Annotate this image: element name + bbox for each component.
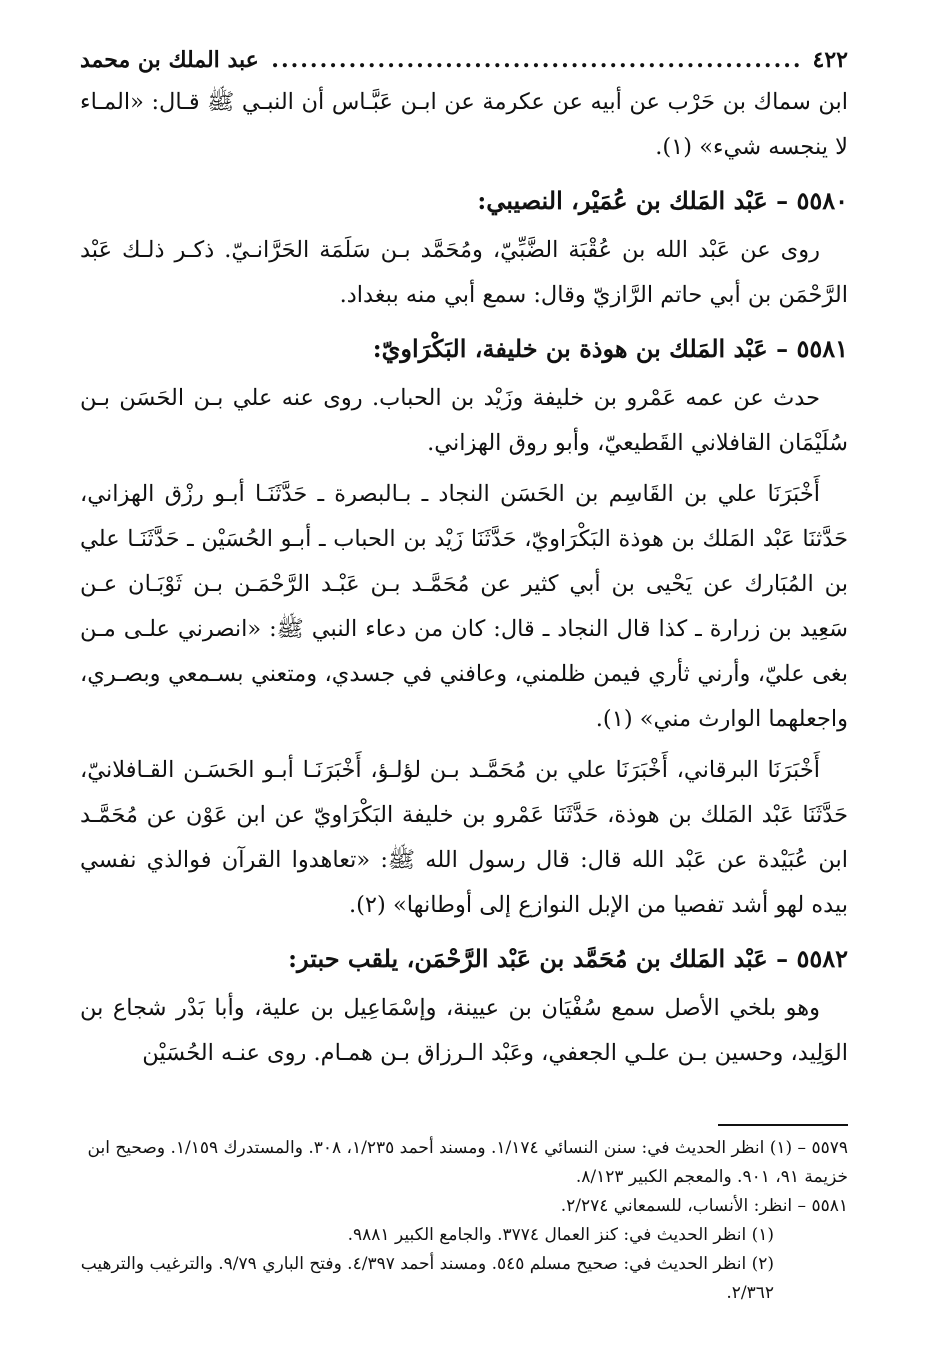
paragraph-5581-hadith-1: أَخْبَرَنَا علي بن القَاسِم بن الحَسَن النجاد ـ بـالبصرة ـ حَدَّثَنَـا أبـو رزْق الهزاني، حَدَّثنَا عَبْد المَلك بن هوذة البَكْرَاويّ، حَدَّثَنَا زَيْد بن الحباب ـ أبـو الحُسَيْن ـ حَدَّثَنَـا علي بن المُبَارك عن يَحْيى بن أبي كثير عن مُحَمَّـد بـن عَبْـد الرَّحْمَـن بـن ثَوْبَـان عـن سَعِيد بن زرارة ـ كذا قال النجاد ـ قال: كان من دعاء النبي ﷺ: «انصرني علـى مـن بغى عليّ، وأرني ثأري فيمن ظلمني، وعافني في جسدي، ومتعني بسـمعي وبصـري، واجعلهما الوارث مني» (١). — [80, 481, 848, 732]
paragraph-5581-bio: حدث عن عمه عَمْرو بن خليفة وزَيْد بن الحباب. روى عنه علي بـن الحَسَن بـن سُلَيْمَان القافلاني القَطيعيّ، وأبو روق الهزاني. — [80, 385, 848, 456]
paragraph-5582: وهو بلخي الأصل سمع سُفْيَان بن عيينة، وإسْمَاعِيل بن علية، وأبا بَدْر شجاع بن الوَلِيد، وحسين بـن علـي الجعفي، وعَبْد الـرزاق بـن همـام. روى عنـه الحُسَيْن — [80, 995, 848, 1066]
paragraph-continuation: ابن سماك بن حَرْب عن أبيه عن عكرمة عن ابـن عَبَّـاس أن النبـي ﷺ قـال: «المـاء لا ينجسه شيء» (١). — [80, 89, 848, 160]
footnotes — [80, 1134, 848, 1308]
page-number: ٤٢٢ — [812, 47, 848, 73]
book-page — [80, 40, 848, 1308]
footnote-5581-2: (٢) انظر الحديث في: صحيح مسلم ٥٤٥. ومسند أحمد ٤/٣٩٧. وفتح الباري ٩/٧٩. والترغيب والترهيب ٢/٣٦٢. — [80, 1254, 774, 1303]
entry-heading-5580: ٥٥٨٠ – عَبْد المَلك بن عُمَيْر، النصيبي: — [477, 186, 848, 215]
footnote-5581: ٥٥٨١ – انظر: الأنساب، للسمعاني ٢/٢٧٤. — [560, 1196, 848, 1216]
footnote-5579: ٥٥٧٩ – (١) انظر الحديث في: سنن النسائي ١/١٧٤. ومسند أحمد ١/٢٣٥، ٣٠٨. والمستدرك ١/١٥٩. وصحيح ابن خزيمة ٩١، ٩٠١. والمعجم الكبير ٨/١٢٣. — [87, 1138, 848, 1187]
entry-heading-5582: ٥٥٨٢ – عَبْد المَلك بن مُحَمَّد بن عَبْد الرَّحْمَن، يلقب حبتر: — [288, 944, 848, 973]
leader-dots — [269, 40, 803, 80]
running-header — [80, 40, 848, 80]
footnote-5581-1: (١) انظر الحديث في: كنز العمال ٣٧٧٤. والجامع الكبير ٩٨٨١. — [347, 1225, 774, 1245]
entry-heading-5581: ٥٥٨١ – عَبْد المَلك بن هوذة بن خليفة، البَكْرَاويّ: — [372, 334, 848, 363]
paragraph-5580: روى عن عَبْد الله بن عُقْبَة الضَّبِّيّ، ومُحَمَّد بـن سَلَمَة الحَرَّانـيّ. ذكـر ذلـك عَبْد الرَّحْمَن بن أبي حاتم الرَّازيّ وقال: سمع أبي منه ببغداد. — [80, 237, 848, 308]
paragraph-5581-hadith-2: أَخْبَرَنَا البرقاني، أَخْبَرَنَا علي بن مُحَمَّـد بـن لؤلـؤ، أَخْبَرَنَـا أبـو الحَسَـن القـافلانيّ، حَدَّثَنَا عَبْد المَلك بن هوذة، حَدَّثَنَا عَمْرو بن خليفة البَكْرَاويّ عن ابن عَوْن عن مُحَمَّـد ابن عُبَيْدة عن عَبْد الله قال: قال رسول الله ﷺ: «تعاهدوا القرآن فوالذي نفسي بيده لهو أشد تفصيا من الإبل النوازع إلى أوطانها» (٢). — [80, 757, 848, 918]
main-text — [80, 80, 848, 1076]
footnote-separator — [718, 1124, 848, 1126]
running-title: عبد الملك بن محمد — [80, 47, 259, 73]
